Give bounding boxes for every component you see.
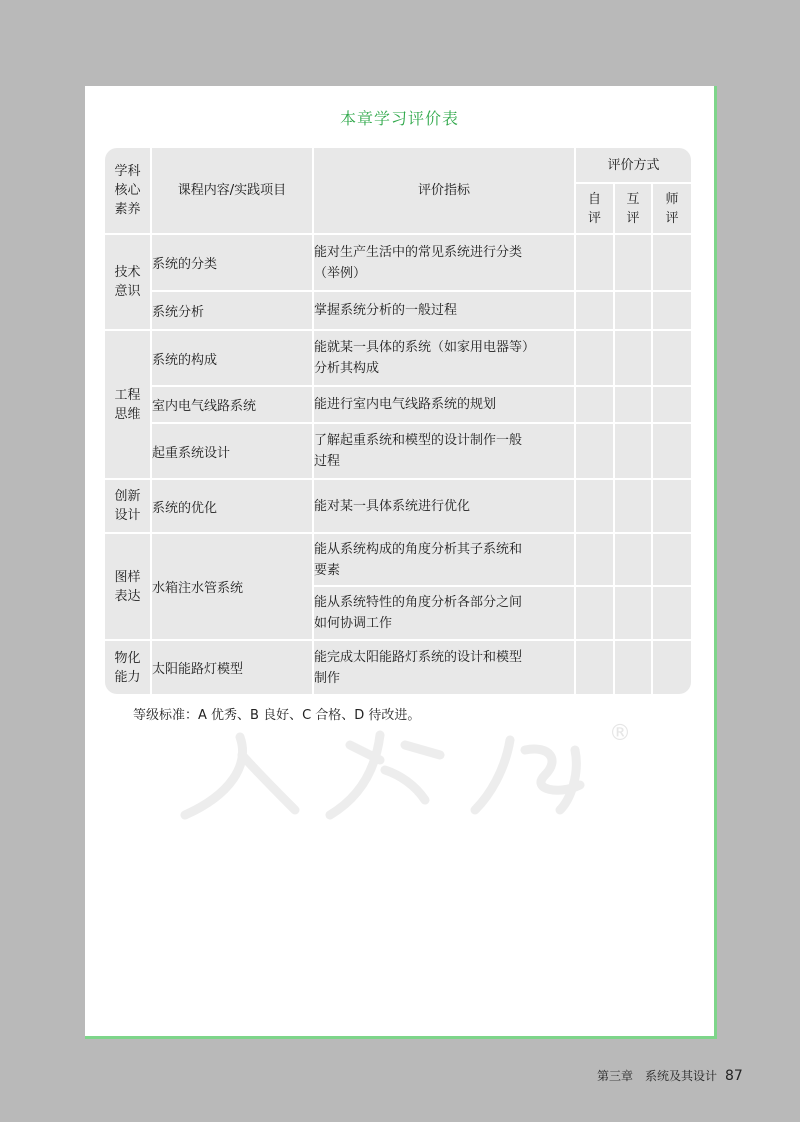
content-cell: 起重系统设计 — [151, 423, 313, 479]
indicator-cell: 能对生产生活中的常见系统进行分类 （举例） — [313, 234, 575, 291]
literacy-cell-engineering-thinking: 工程 思维 — [105, 330, 151, 479]
page-number: 87 — [725, 1068, 743, 1084]
peer-eval-cell[interactable] — [614, 234, 652, 291]
self-eval-cell[interactable] — [575, 533, 614, 586]
self-eval-cell[interactable] — [575, 423, 614, 479]
peer-eval-cell[interactable] — [614, 640, 652, 694]
teacher-eval-cell[interactable] — [652, 479, 691, 533]
grade-standard-note: 等级标准：A 优秀、B 良好、C 合格、D 待改进。 — [133, 708, 421, 723]
content-cell: 系统的分类 — [151, 234, 313, 291]
header-teacher-eval: 师 评 — [652, 183, 691, 234]
page-footer — [597, 1067, 743, 1084]
header-self-eval: 自 评 — [575, 183, 614, 234]
literacy-cell-innovative-design: 创新 设计 — [105, 479, 151, 533]
publisher-watermark — [180, 715, 640, 825]
indicator-cell: 能从系统特性的角度分析各部分之间 如何协调工作 — [313, 586, 575, 640]
svg-text:®: ® — [609, 721, 631, 746]
self-eval-cell[interactable] — [575, 291, 614, 330]
content-cell: 室内电气线路系统 — [151, 386, 313, 423]
page-title: 本章学习评价表 — [339, 109, 459, 128]
indicator-cell: 能完成太阳能路灯系统的设计和模型 制作 — [313, 640, 575, 694]
indicator-cell: 了解起重系统和模型的设计制作一般 过程 — [313, 423, 575, 479]
indicator-cell: 能就某一具体的系统（如家用电器等） 分析其构成 — [313, 330, 575, 386]
peer-eval-cell[interactable] — [614, 479, 652, 533]
self-eval-cell[interactable] — [575, 330, 614, 386]
peer-eval-cell[interactable] — [614, 386, 652, 423]
content-cell: 系统的优化 — [151, 479, 313, 533]
teacher-eval-cell[interactable] — [652, 533, 691, 586]
literacy-cell-tech-awareness: 技术 意识 — [105, 234, 151, 330]
peer-eval-cell[interactable] — [614, 423, 652, 479]
teacher-eval-cell[interactable] — [652, 330, 691, 386]
peer-eval-cell[interactable] — [614, 586, 652, 640]
self-eval-cell[interactable] — [575, 586, 614, 640]
indicator-cell: 掌握系统分析的一般过程 — [313, 291, 575, 330]
literacy-cell-graphic-expression: 图样 表达 — [105, 533, 151, 640]
header-content: 课程内容/实践项目 — [151, 148, 313, 234]
self-eval-cell[interactable] — [575, 640, 614, 694]
teacher-eval-cell[interactable] — [652, 291, 691, 330]
header-peer-eval: 互 评 — [614, 183, 652, 234]
content-cell: 系统分析 — [151, 291, 313, 330]
indicator-cell: 能进行室内电气线路系统的规划 — [313, 386, 575, 423]
indicator-cell: 能从系统构成的角度分析其子系统和 要素 — [313, 533, 575, 586]
header-indicator: 评价指标 — [313, 148, 575, 234]
chapter-title: 第三章 系统及其设计 — [597, 1069, 718, 1083]
content-cell: 水箱注水管系统 — [151, 533, 313, 640]
self-eval-cell[interactable] — [575, 234, 614, 291]
header-literacy: 学科 核心 素养 — [105, 148, 151, 234]
page-edge-bottom — [85, 1036, 717, 1039]
teacher-eval-cell[interactable] — [652, 234, 691, 291]
content-cell: 太阳能路灯模型 — [151, 640, 313, 694]
page-edge-right — [714, 86, 717, 1038]
header-method: 评价方式 — [575, 148, 691, 183]
teacher-eval-cell[interactable] — [652, 586, 691, 640]
teacher-eval-cell[interactable] — [652, 386, 691, 423]
self-eval-cell[interactable] — [575, 386, 614, 423]
teacher-eval-cell[interactable] — [652, 640, 691, 694]
evaluation-table — [105, 148, 691, 694]
self-eval-cell[interactable] — [575, 479, 614, 533]
indicator-cell: 能对某一具体系统进行优化 — [313, 479, 575, 533]
teacher-eval-cell[interactable] — [652, 423, 691, 479]
literacy-cell-materialization: 物化 能力 — [105, 640, 151, 694]
peer-eval-cell[interactable] — [614, 291, 652, 330]
content-cell: 系统的构成 — [151, 330, 313, 386]
peer-eval-cell[interactable] — [614, 533, 652, 586]
peer-eval-cell[interactable] — [614, 330, 652, 386]
